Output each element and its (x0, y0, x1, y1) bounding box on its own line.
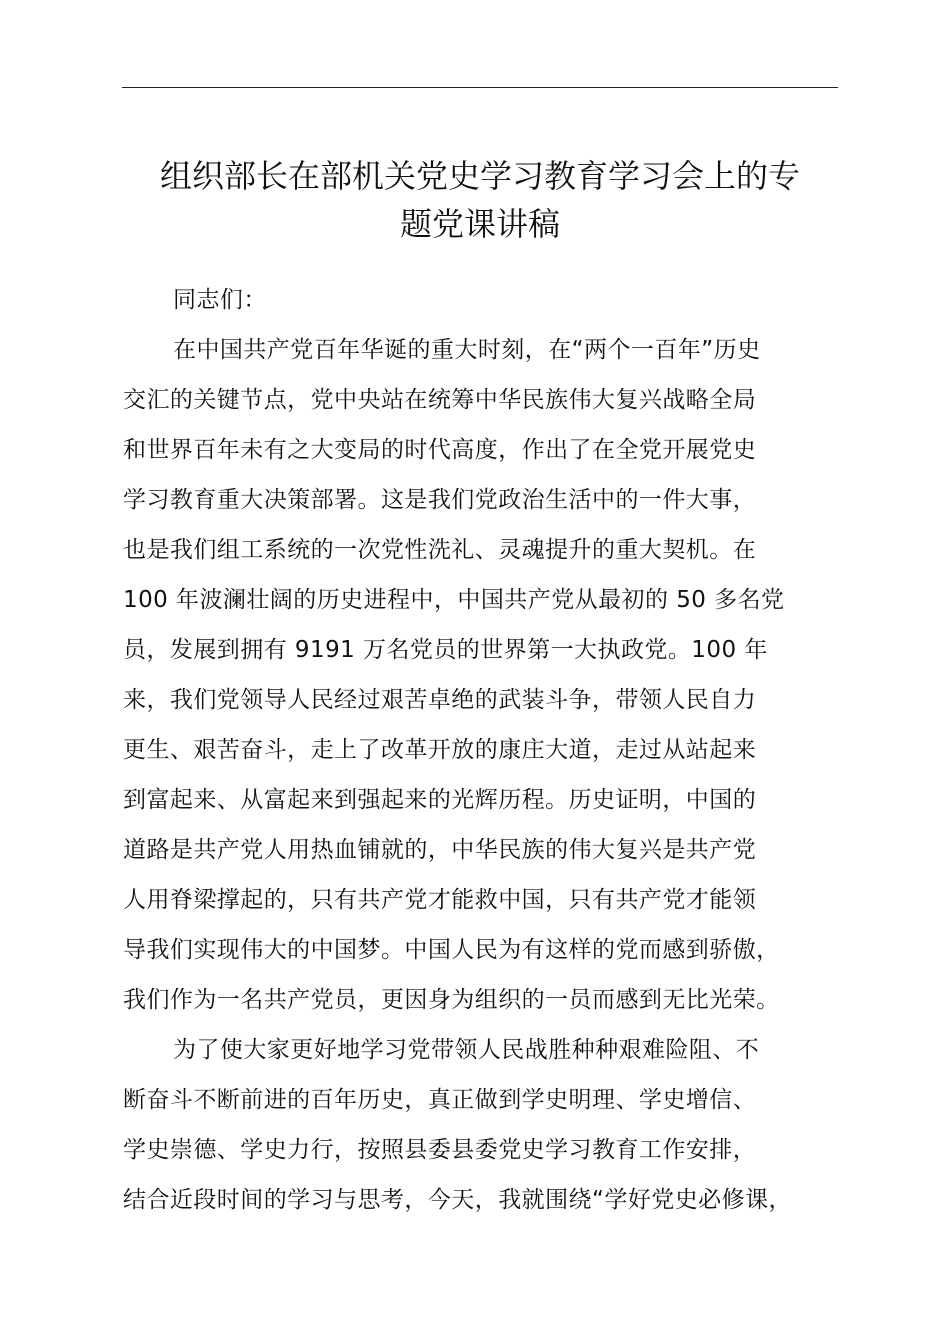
title-line: 题党课讲稿 (399, 205, 560, 243)
paragraph-line: 我们作为一名共产党员，更因身为组织的一员而感到无比光荣。 (123, 987, 780, 1013)
paragraph-line: 为了使大家更好地学习党带领人民战胜种种艰难险阻、不 (173, 1037, 760, 1063)
paragraph-line: 来，我们党领导人民经过艰苦卓绝的武装斗争，带领人民自力 (123, 687, 757, 713)
paragraph-line: 100 年波澜壮阔的历史进程中，中国共产党从最初的 50 多名党 (123, 587, 785, 613)
paragraph-line: 结合近段时间的学习与思考，今天，我就围绕“学好党史必修课， (123, 1187, 792, 1213)
paragraph-line: 学习教育重大决策部署。这是我们党政治生活中的一件大事， (123, 487, 757, 513)
salutation: 同志们： (173, 287, 267, 313)
document-body (123, 280, 843, 1230)
paragraph-line: 也是我们组工系统的一次党性洗礼、灵魂提升的重大契机。在 (123, 537, 757, 563)
paragraph-line: 和世界百年未有之大变局的时代高度，作出了在全党开展党史 (123, 437, 757, 463)
paragraph-line: 导我们实现伟大的中国梦。中国人民为有这样的党而感到骄傲， (123, 937, 780, 963)
paragraph-line: 更生、艰苦奋斗，走上了改革开放的康庄大道，走过从站起来 (123, 737, 757, 763)
paragraph-line: 员，发展到拥有 9191 万名党员的世界第一大执政党。100 年 (123, 637, 768, 663)
header-rule (122, 87, 838, 88)
paragraph-line: 人用脊梁撑起的，只有共产党才能救中国，只有共产党才能领 (123, 887, 757, 913)
paragraph-line: 学史崇德、学史力行，按照县委县委党史学习教育工作安排， (123, 1137, 757, 1163)
title-line: 组织部长在部机关党史学习教育学习会上的专 (159, 157, 800, 195)
paragraph-line: 交汇的关键节点，党中央站在统筹中华民族伟大复兴战略全局 (123, 387, 757, 413)
paragraph-line: 道路是共产党人用热血铺就的，中华民族的伟大复兴是共产党 (123, 837, 757, 863)
paragraph-line: 到富起来、从富起来到强起来的光辉历程。历史证明，中国的 (123, 787, 757, 813)
paragraph-1 (123, 330, 843, 1030)
paragraph-line: 在中国共产党百年华诞的重大时刻，在“两个一百年”历史 (173, 337, 761, 363)
paragraph-2 (123, 1030, 843, 1230)
paragraph-line: 断奋斗不断前进的百年历史，真正做到学史明理、学史增信、 (123, 1087, 757, 1113)
document-title (100, 152, 860, 248)
